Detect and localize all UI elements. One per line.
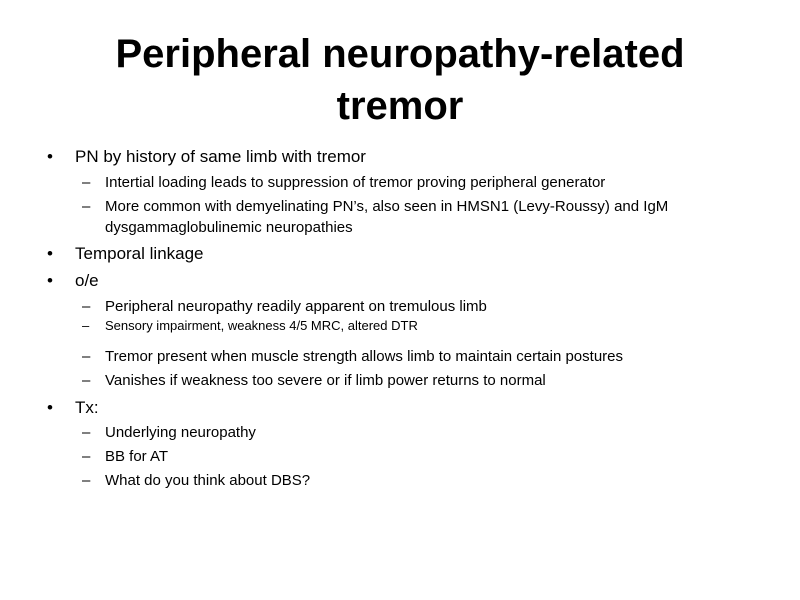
bullet-pn-history: • PN by history of same limb with tremor bbox=[75, 147, 366, 167]
sub-bullet-sensory-impairment: – Sensory impairment, weakness 4/5 MRC, altered DTR bbox=[105, 317, 418, 335]
sub-bullet-inertial-loading: – Intertial loading leads to suppression of tremor proving peripheral generator bbox=[105, 172, 605, 193]
sub-bullet-bb-for-at: – BB for AT bbox=[105, 446, 168, 467]
slide-title-line-2: tremor bbox=[336, 84, 464, 128]
sub-bullet-demyelinating: – More common with demyelinating PN’s, also seen in HMSN1 (Levy-Roussy) and IgM dysgammaglobulinemic neuropathies bbox=[105, 196, 745, 238]
sub-bullet-vanishes: – Vanishes if weakness too severe or if limb power returns to normal bbox=[105, 370, 546, 391]
sub-bullet-underlying-neuropathy: – Underlying neuropathy bbox=[105, 422, 256, 443]
bullet-tx: • Tx: bbox=[75, 398, 99, 418]
sub-bullet-neuropathy-apparent: – Peripheral neuropathy readily apparent on tremulous limb bbox=[105, 296, 487, 317]
slide-title-line-1: Peripheral neuropathy-related bbox=[115, 32, 685, 76]
bullet-oe: • o/e bbox=[75, 271, 99, 291]
sub-bullet-tremor-present: – Tremor present when muscle strength allows limb to maintain certain postures bbox=[105, 346, 623, 367]
bullet-temporal-linkage: • Temporal linkage bbox=[75, 244, 204, 264]
sub-bullet-dbs: – What do you think about DBS? bbox=[105, 470, 310, 491]
